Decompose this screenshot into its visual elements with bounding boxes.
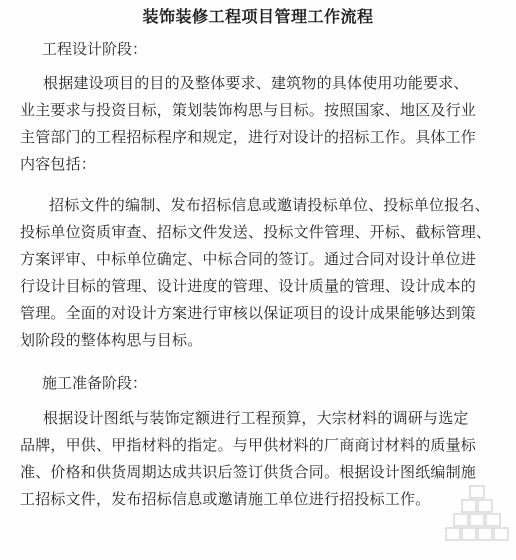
paragraph-line: 划阶段的整体构思与目标。 bbox=[20, 331, 203, 349]
paragraph-line: 方案评审、中标单位确定、中标合同的签订。通过合同对设计单位进 bbox=[20, 250, 477, 268]
paragraph-line: 业主要求与投资目标，策划装饰构思与目标。按照国家、地区及行业 bbox=[20, 101, 477, 119]
document-title: 装饰装修工程项目管理工作流程 bbox=[142, 7, 374, 26]
paragraph-line: 根据设计图纸与装饰定额进行工程预算，大宗材料的调研与选定 bbox=[43, 409, 469, 427]
paragraph-line: 管理。全面的对设计方案进行审核以保证项目的设计成果能够达到策 bbox=[20, 304, 477, 322]
paragraph-line: 招标文件的编制、发布招标信息或邀请投标单位、投标单位报名、 bbox=[49, 196, 490, 214]
section-heading-design: 工程设计阶段： bbox=[42, 40, 148, 58]
paragraph-line: 准、价格和供货周期达成共识后签订供货合同。根据设计图纸编制施 bbox=[20, 463, 477, 481]
watermark-logo-icon bbox=[442, 482, 512, 542]
paragraph-line: 工招标文件，发布招标信息或邀请施工单位进行招投标工作。 bbox=[20, 490, 431, 508]
section-heading-construction-prep: 施工准备阶段： bbox=[42, 374, 148, 392]
paragraph-line: 投标单位资质审查、招标文件发送、投标文件管理、开标、截标管理、 bbox=[20, 223, 492, 241]
paragraph-line: 行设计目标的管理、设计进度的管理、设计质量的管理、设计成本的 bbox=[20, 277, 477, 295]
paragraph-line: 根据建设项目的目的及整体要求、建筑物的具体使用功能要求、 bbox=[43, 74, 469, 92]
paragraph-line: 品牌，甲供、甲指材料的指定。与甲供材料的厂商商讨材料的质量标 bbox=[20, 436, 477, 454]
paragraph-line: 内容包括： bbox=[20, 155, 97, 173]
paragraph-line: 主管部门的工程招标程序和规定，进行对设计的招标工作。具体工作 bbox=[20, 128, 477, 146]
